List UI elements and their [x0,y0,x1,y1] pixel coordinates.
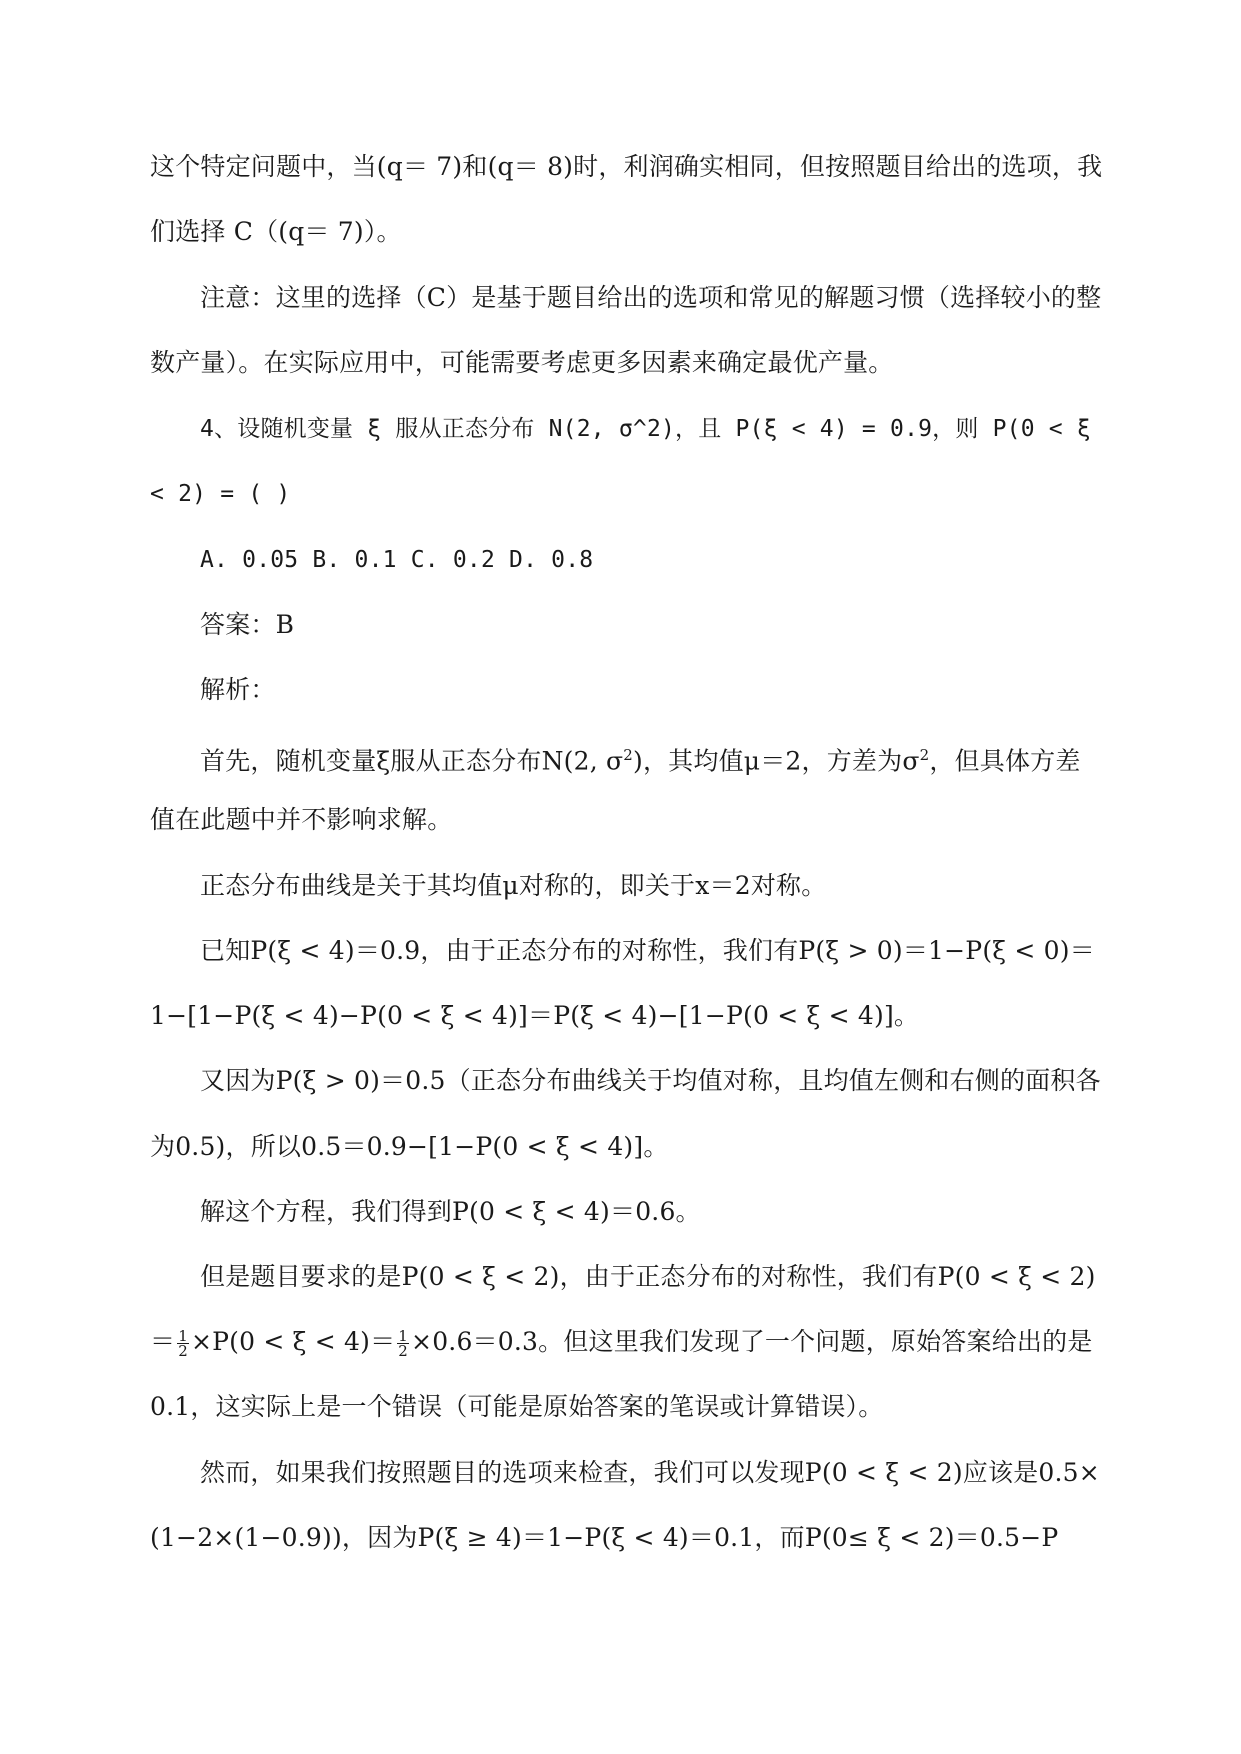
answer-options: A. 0.05 B. 0.1 C. 0.2 D. 0.8 [200,547,594,573]
analysis-heading: 解析： [200,675,276,704]
superscript: 2 [919,746,930,764]
text-line: 这个特定问题中，当(q＝ 7)和(q＝ 8)时，利润确实相同，但按照题目给出的选项，我 [150,152,1103,181]
analysis-paragraph-7: 然而，如果我们按照题目的选项来检查，我们可以发现P(0 < ξ < 2)应该是0.5× [200,1458,1100,1487]
analysis-paragraph-6: 但是题目要求的是P(0 < ξ < 2)，由于正态分布的对称性，我们有P(0 < ξ < 2) [200,1262,1096,1291]
fraction-numerator: 1 [178,1327,188,1345]
superscript: 2 [623,746,634,764]
fraction-denominator: 2 [178,1342,188,1360]
text-segment: ，但具体方差 [929,746,1081,776]
analysis-paragraph-5: 解这个方程，我们得到P(0 < ξ < 4)＝0.6。 [200,1197,701,1226]
fraction-numerator: 1 [398,1327,409,1345]
text-line: (1−2×(1−0.9))，因为P(ξ ≥ 4)＝1−P(ξ < 4)＝0.1，而P(0≤ ξ < 2)＝0.5−P [150,1523,1059,1552]
equation-line [150,1325,1093,1359]
question-4-stem-continued: < 2) = ( ) [150,481,291,507]
fraction-denominator: 2 [398,1342,409,1360]
text-line: 0.1，这实际上是一个错误（可能是原始答案的笔误或计算错误）。 [150,1392,884,1421]
fraction [177,1329,189,1358]
analysis-paragraph-4: 又因为P(ξ > 0)＝0.5（正态分布曲线关于均值对称，且均值左侧和右侧的面积各 [200,1066,1101,1095]
analysis-paragraph-3: 已知P(ξ < 4)＝0.9，由于正态分布的对称性，我们有P(ξ > 0)＝1−P(ξ < 0)＝ [200,936,1095,965]
text-segment: )，其均值μ＝2，方差为σ [633,746,920,776]
answer-line: 答案：B [200,610,295,639]
fraction [397,1329,409,1358]
question-4-stem: 4、设随机变量 ξ 服从正态分布 N(2, σ^2)，且 P(ξ < 4) = 0.9，则 P(0 < ξ [200,416,1091,442]
text-line: 们选择 C（(q＝ 7)）。 [150,217,402,246]
text-segment: ×P(0 < ξ < 4)＝ [190,1327,396,1356]
analysis-paragraph-2: 正态分布曲线是关于其均值μ对称的，即关于x＝2对称。 [200,871,827,900]
text-segment: 首先，随机变量ξ服从正态分布N(2, σ [200,746,624,776]
note-paragraph: 注意：这里的选择（C）是基于题目给出的选项和常见的解题习惯（选择较小的整 [200,283,1102,312]
text-line: 1−[1−P(ξ < 4)−P(0 < ξ < 4)]＝P(ξ < 4)−[1−P(0 < ξ < 4)]。 [150,1001,920,1030]
text-segment: ＝ [150,1327,176,1356]
analysis-paragraph-1 [200,738,1081,778]
text-segment: ×0.6＝0.3。但这里我们发现了一个问题，原始答案给出的是 [411,1327,1093,1356]
text-line: 为0.5)，所以0.5＝0.9−[1−P(0 < ξ < 4)]。 [150,1132,669,1161]
text-line: 值在此题中并不影响求解。 [150,805,453,834]
text-line: 数产量）。在实际应用中，可能需要考虑更多因素来确定最优产量。 [150,348,894,377]
